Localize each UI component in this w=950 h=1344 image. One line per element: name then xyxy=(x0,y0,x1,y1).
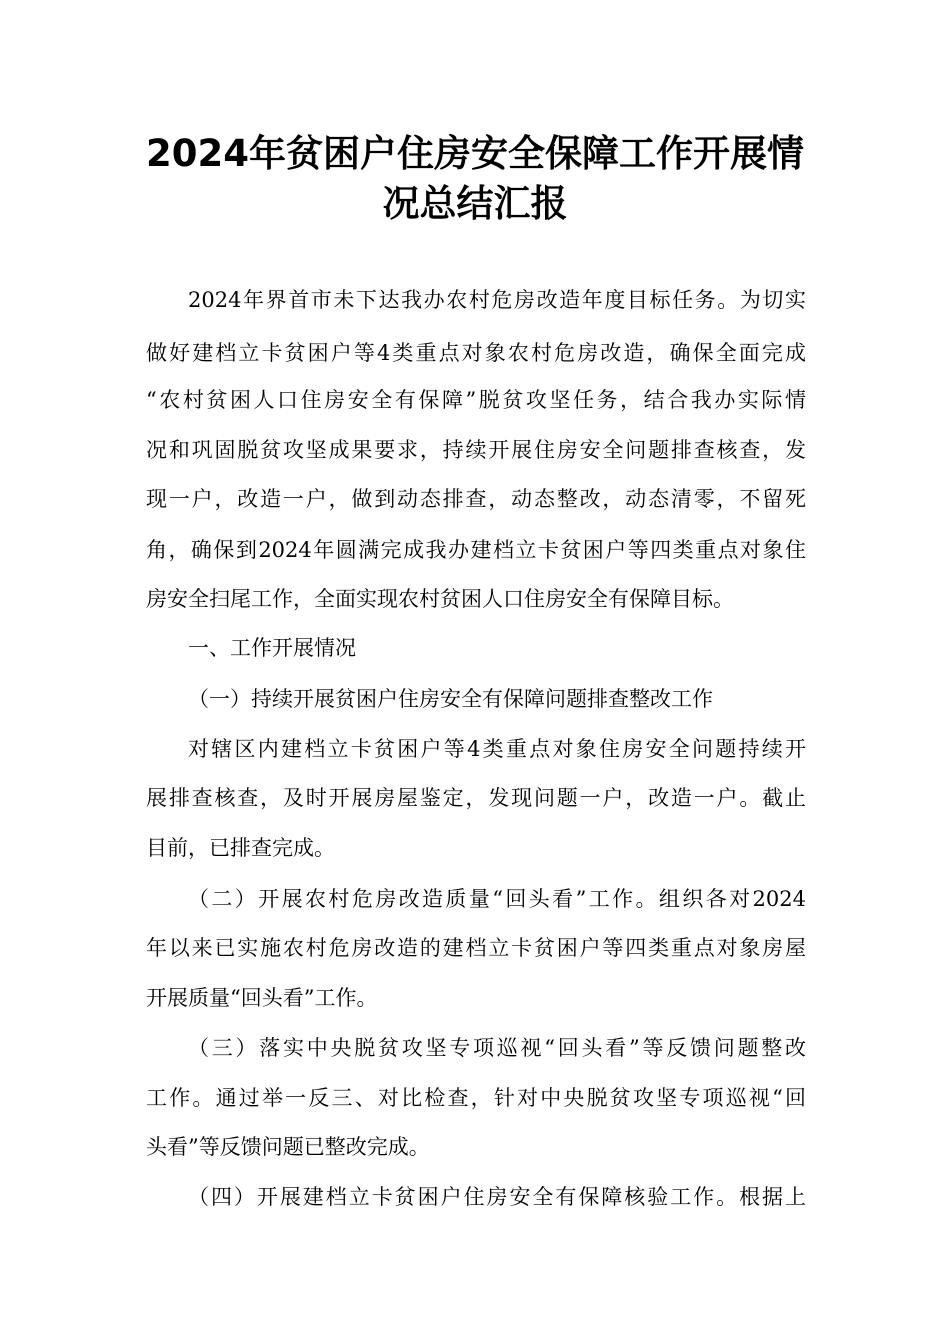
paragraph-2-line-1: （二）开展农村危房改造质量“回头看”工作。组织各对2024 xyxy=(188,887,806,911)
paragraph-intro-line-1: 2024年界首市未下达我办农村危房改造年度目标任务。为切实 xyxy=(188,288,806,312)
paragraph-intro-line-5: 现一户，改造一户，做到动态排查，动态整改，动态清零，不留死 xyxy=(146,487,806,511)
paragraph-1-line-3: 目前，已排查完成。 xyxy=(146,836,335,860)
paragraph-2-line-2: 年以来已实施农村危房改造的建档立卡贫困户等四类重点对象房屋 xyxy=(146,936,806,960)
section-heading-work-status: 一、工作开展情况 xyxy=(188,636,356,660)
paragraph-3-line-2: 工作。通过举一反三、对比检查，针对中央脱贫攻坚专项巡视“回 xyxy=(146,1086,806,1110)
document-title-line-1: 2024年贫困户住房安全保障工作开展情 xyxy=(146,132,804,175)
paragraph-intro-line-2: 做好建档立卡贫困户等4类重点对象农村危房改造，确保全面完成 xyxy=(146,341,806,365)
paragraph-3-line-3: 头看”等反馈问题已整改完成。 xyxy=(146,1135,430,1159)
paragraph-1-line-2: 展排查核查，及时开展房屋鉴定，发现问题一户，改造一户。截止 xyxy=(146,786,806,810)
paragraph-intro-line-7: 房安全扫尾工作，全面实现农村贫困人口住房安全有保障目标。 xyxy=(146,587,734,611)
paragraph-intro-line-3: “农村贫困人口住房安全有保障”脱贫攻坚任务，结合我办实际情 xyxy=(146,388,806,412)
subsection-heading-1: （一）持续开展贫困户住房安全有保障问题排查整改工作 xyxy=(188,687,713,711)
paragraph-intro-line-6: 角，确保到2024年圆满完成我办建档立卡贫困户等四类重点对象住 xyxy=(146,538,806,562)
document-title-line-2: 况总结汇报 xyxy=(382,182,568,225)
paragraph-2-line-3: 开展质量“回头看”工作。 xyxy=(146,986,378,1010)
paragraph-3-line-1: （三）落实中央脱贫攻坚专项巡视“回头看”等反馈问题整改 xyxy=(188,1036,806,1060)
paragraph-4-line-1: （四）开展建档立卡贫困户住房安全有保障核验工作。根据上 xyxy=(188,1185,806,1209)
paragraph-intro-line-4: 况和巩固脱贫攻坚成果要求，持续开展住房安全问题排查核查，发 xyxy=(146,438,806,462)
paragraph-1-line-1: 对辖区内建档立卡贫困户等4类重点对象住房安全问题持续开 xyxy=(188,737,806,761)
